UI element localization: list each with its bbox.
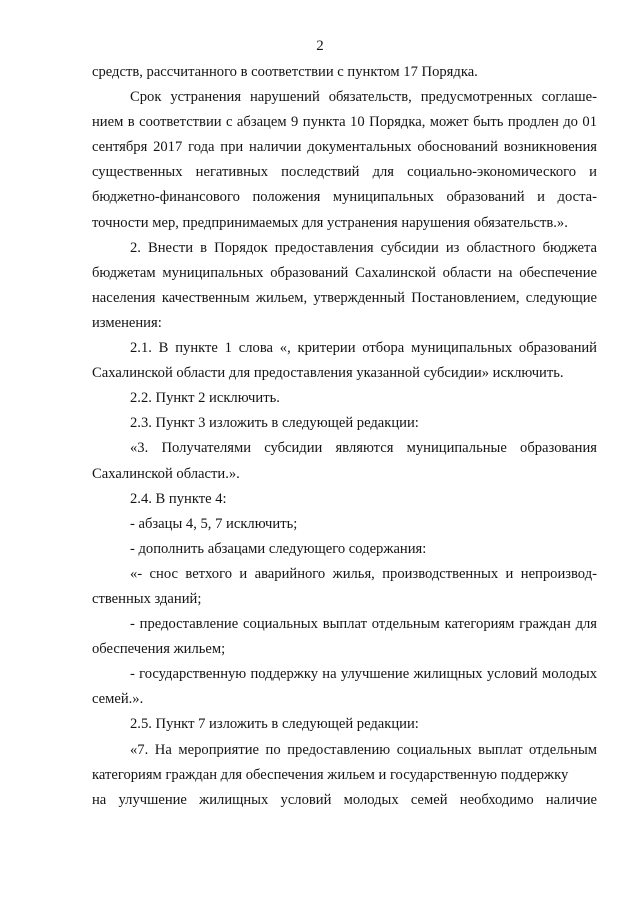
paragraph: 2.5. Пункт 7 изложить в следующей редакции: <box>130 716 419 733</box>
paragraph: 2.1. В пункте 1 слова «, критерии отбора муниципальных образований Сахалинской области для предоставления указанной субсидии» исключить. <box>92 340 597 382</box>
paragraph: 2. Внести в Порядок предоставления субсидии из областного бюджета бюджетам муниципальных образований Сахалинской области на обеспечение населения качественным жильем, утвержденный Постановлением, следующие изменения: <box>92 239 597 331</box>
paragraph: «7. На мероприятие по предоставлению социальных выплат отдельным категориям граждан для обеспечения жильем и государственную поддержку <box>92 741 597 783</box>
paragraph: Срок устранения нарушений обязательств, предусмотренных соглашением в соответствии с абзацем 9 пункта 10 Порядка, может быть продлен до 01 сентября 2017 года при наличии документальных обоснований возникновения существенных негативных последствий для социально-экономического и бюджетно-финансового положения муниципальных образований и достаточности мер, предпринимаемых для устранения нарушения обязательств.». <box>92 89 597 231</box>
document-body <box>92 60 597 813</box>
paragraph: «- снос ветхого и аварийного жилья, производственных и непроизводственных зданий; <box>92 565 597 607</box>
paragraph: 2.3. Пункт 3 изложить в следующей редакции: <box>130 415 419 432</box>
paragraph: на улучшение жилищных условий молодых семей необходимо наличие <box>92 791 597 808</box>
paragraph: - государственную поддержку на улучшение жилищных условий молодых семей.». <box>92 666 597 708</box>
page-number: 2 <box>316 38 324 54</box>
paragraph: - дополнить абзацами следующего содержания: <box>130 540 427 557</box>
paragraph: - предоставление социальных выплат отдельным категориям граждан для обеспечения жильем; <box>92 616 597 658</box>
paragraph: средств, рассчитанного в соответствии с пунктом 17 Порядка. <box>92 64 478 80</box>
paragraph: - абзацы 4, 5, 7 исключить; <box>130 515 298 532</box>
paragraph: «3. Получателями субсидии являются муниципальные образования Сахалинской области.». <box>92 440 597 482</box>
paragraph: 2.2. Пункт 2 исключить. <box>130 390 280 407</box>
paragraph: 2.4. В пункте 4: <box>130 490 227 507</box>
